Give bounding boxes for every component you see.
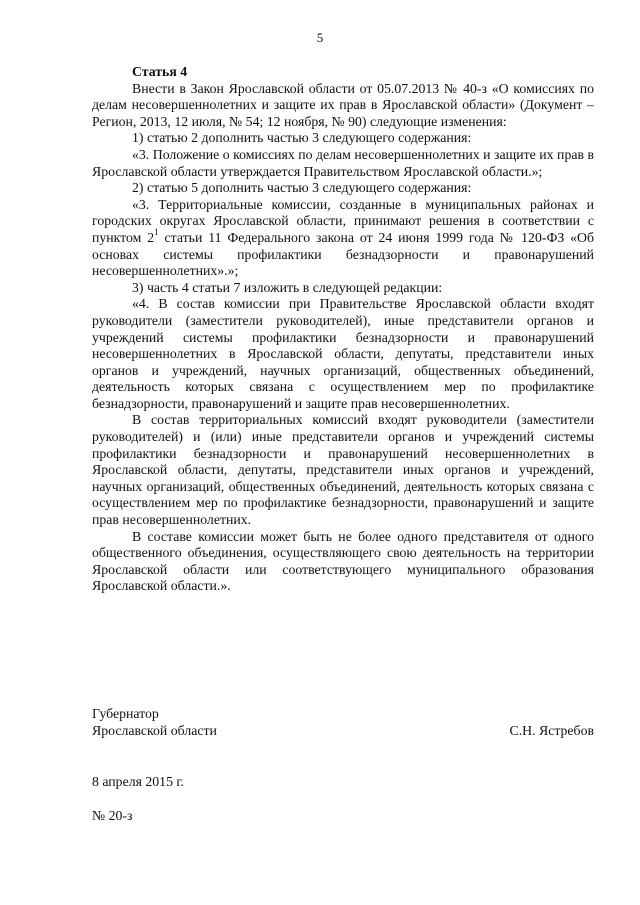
superscript: 1 (154, 227, 159, 238)
signature-block (92, 706, 594, 739)
amendment-item-1-text: «3. Положение о комиссиях по делам несовершеннолетних и защите их прав в Ярославской области утверждается Правительством Ярославской области.»; (92, 146, 594, 179)
amendment-item-3-paragraph-2: В состав территориальных комиссий входят руководители (заместители руководителей) и (или) иные представители органов и учреждений системы профилактики безнадзорности и правонарушений несовершеннолетних в Ярославской области, депутаты, представители иных органов и учреждений, научных организаций, общественных объединений, деятельность которых связана с осуществлением мер по профилактике безнадзорности, правонарушений и защите прав несовершеннолетних. (92, 412, 594, 528)
page-number: 5 (316, 30, 324, 45)
article-body (92, 64, 594, 595)
amendment-item-2: 2) статью 5 дополнить частью 3 следующего содержания: (132, 180, 472, 196)
document-date: 8 апреля 2015 г. (92, 774, 184, 789)
amendment-item-2-text (92, 197, 594, 280)
signature-name: С.Н. Ястребов (509, 722, 594, 738)
article-heading: Статья 4 (132, 64, 188, 79)
amendment-item-1: 1) статью 2 дополнить частью 3 следующего содержания: (132, 130, 472, 146)
article-intro: Внести в Закон Ярославской области от 05.07.2013 № 40-з «О комиссиях по делам несовершеннолетних и защите их прав в Ярославской области» (Документ – Регион, 2013, 12 июля, № 54; 12 ноября, № 90) следующие изменения: (92, 80, 594, 129)
amendment-item-3: 3) часть 4 статьи 7 изложить в следующей редакции: (132, 279, 443, 295)
amendment-item-2-text-b: статьи 11 Федерального закона от 24 июня 1999 года № 120-ФЗ «Об основах системы профилактики безнадзорности и правонарушений несовершеннолетних».»; (92, 229, 594, 279)
signature-title-line-2: Ярославской области (92, 722, 217, 738)
signature-title-line-1: Губернатор (92, 706, 159, 721)
amendment-item-3-paragraph-3: В составе комиссии может быть не более одного представителя от одного общественного объединения, осуществляющего свою деятельность на территории Ярославской области или соответствующего муниципального образования Ярославской области.». (92, 528, 594, 594)
document-number: № 20-з (92, 808, 133, 823)
amendment-item-2-text-a: «3. Территориальные комиссии, созданные в муниципальных районах и городских округах Ярославской области, принимают решения в соответствии с пунктом 2 (92, 196, 594, 245)
amendment-item-3-paragraph-1: «4. В состав комиссии при Правительстве Ярославской области входят руководители (заместители руководителей), иные представители органов и учреждений системы профилактики безнадзорности и правонарушений несовершеннолетних в Ярославской области, депутаты, представители иных органов и учреждений, научных организаций, общественных объединений, деятельность которых связана с осуществлением мер по профилактике безнадзорности, правонарушений и защите прав несовершеннолетних. (92, 296, 594, 411)
